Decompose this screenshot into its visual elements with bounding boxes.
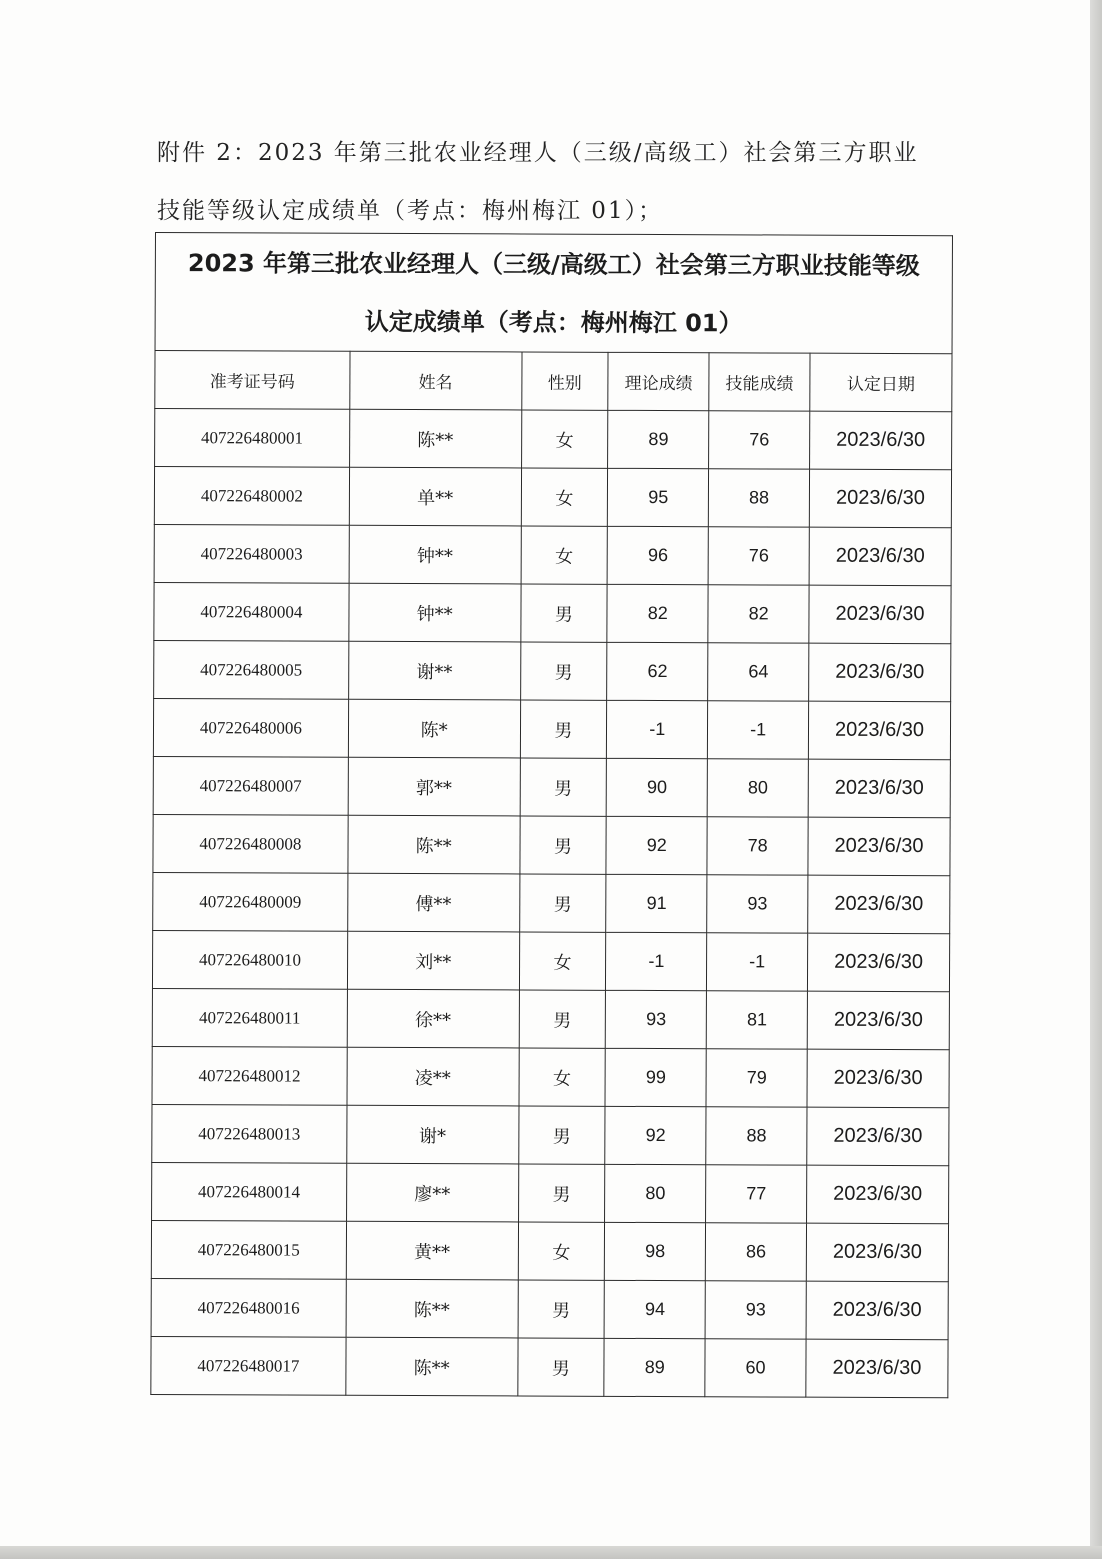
table-row [152, 988, 949, 1049]
cell-gender: 男 [520, 584, 607, 642]
cell-skill-score: 93 [707, 875, 808, 933]
cell-date: 2023/6/30 [806, 1223, 948, 1282]
cell-gender: 女 [521, 526, 608, 584]
cell-name: 谢** [348, 641, 520, 700]
cell-theory-score: 80 [605, 1164, 706, 1222]
header-name: 姓名 [350, 351, 522, 410]
cell-gender: 女 [519, 1048, 606, 1106]
cell-name: 郭** [348, 757, 520, 816]
table-title-line-1: 2023 年第三批农业经理人（三级/高级工）社会第三方职业技能等级 [187, 248, 920, 280]
table-row [154, 524, 951, 585]
cell-gender: 男 [520, 758, 607, 816]
table-row [153, 698, 950, 759]
cell-name: 黄** [346, 1221, 518, 1280]
cell-date: 2023/6/30 [808, 759, 950, 818]
cell-theory-score: -1 [606, 932, 707, 990]
table-row [153, 872, 950, 933]
cell-gender: 男 [520, 700, 607, 758]
scan-edge-right [1090, 0, 1102, 1559]
cell-theory-score: 89 [608, 410, 709, 468]
cell-gender: 女 [519, 932, 606, 990]
table-row [152, 930, 949, 991]
header-date: 认定日期 [810, 353, 952, 412]
cell-theory-score: 99 [605, 1048, 706, 1106]
cell-name: 陈** [346, 1279, 518, 1338]
table-row [154, 467, 951, 528]
cell-exam-id: 407226480010 [152, 930, 347, 989]
cell-skill-score: 88 [706, 1107, 807, 1165]
cell-date: 2023/6/30 [810, 411, 952, 470]
cell-exam-id: 407226480004 [154, 582, 349, 641]
cell-theory-score: 94 [604, 1280, 705, 1338]
cell-gender: 男 [518, 1164, 605, 1222]
cell-gender: 男 [517, 1338, 604, 1396]
cell-name: 陈** [348, 815, 520, 874]
cell-gender: 男 [518, 1280, 605, 1338]
cell-name: 徐** [347, 989, 519, 1048]
cell-exam-id: 407226480008 [153, 814, 348, 873]
cell-skill-score: 77 [706, 1165, 807, 1223]
cell-date: 2023/6/30 [809, 469, 951, 528]
cell-skill-score: 78 [707, 817, 808, 875]
cell-date: 2023/6/30 [807, 1049, 949, 1108]
cell-exam-id: 407226480011 [152, 988, 347, 1047]
table-row [153, 756, 950, 817]
cell-skill-score: 60 [705, 1339, 806, 1397]
cell-gender: 男 [519, 874, 606, 932]
cell-date: 2023/6/30 [808, 817, 950, 876]
cell-exam-id: 407226480017 [151, 1336, 346, 1395]
header-theory-score: 理论成绩 [608, 352, 709, 410]
cell-date: 2023/6/30 [808, 933, 950, 992]
cell-skill-score: -1 [708, 701, 809, 759]
cell-gender: 女 [518, 1222, 605, 1280]
cell-gender: 女 [521, 410, 608, 468]
cell-exam-id: 407226480005 [154, 640, 349, 699]
cell-date: 2023/6/30 [809, 585, 951, 644]
scan-edge-bottom [0, 1546, 1102, 1559]
cell-date: 2023/6/30 [808, 875, 950, 934]
cell-skill-score: -1 [707, 933, 808, 991]
cell-date: 2023/6/30 [807, 1165, 949, 1224]
table-row [151, 1278, 948, 1339]
table-row [152, 1046, 949, 1107]
cell-exam-id: 407226480014 [152, 1162, 347, 1221]
caption-line-1: 附件 2：2023 年第三批农业经理人（三级/高级工）社会第三方职业 [157, 140, 919, 166]
table-row [152, 1162, 949, 1223]
cell-name: 单** [349, 467, 521, 526]
cell-date: 2023/6/30 [809, 527, 951, 586]
cell-skill-score: 88 [709, 469, 810, 527]
cell-gender: 女 [521, 468, 608, 526]
cell-theory-score: 91 [606, 874, 707, 932]
cell-skill-score: 79 [706, 1049, 807, 1107]
cell-theory-score: -1 [607, 700, 708, 758]
table-title-line-2: 认定成绩单（考点：梅州梅江 01） [364, 307, 743, 337]
cell-gender: 男 [520, 642, 607, 700]
cell-exam-id: 407226480006 [153, 698, 348, 757]
table-row [155, 409, 952, 470]
cell-date: 2023/6/30 [807, 1107, 949, 1166]
caption-line-2: 技能等级认定成绩单（考点：梅州梅江 01）； [157, 198, 664, 224]
cell-theory-score: 92 [605, 1106, 706, 1164]
table-row [152, 1104, 949, 1165]
table-row [154, 640, 951, 701]
cell-name: 谢* [347, 1105, 519, 1164]
cell-exam-id: 407226480001 [155, 409, 350, 468]
cell-name: 廖** [346, 1163, 518, 1222]
cell-name: 钟** [349, 525, 521, 584]
cell-exam-id: 407226480009 [153, 872, 348, 931]
cell-skill-score: 81 [706, 991, 807, 1049]
cell-skill-score: 76 [708, 527, 809, 585]
cell-theory-score: 92 [606, 816, 707, 874]
cell-date: 2023/6/30 [809, 643, 951, 702]
cell-name: 陈* [348, 699, 520, 758]
cell-gender: 男 [518, 1106, 605, 1164]
cell-gender: 男 [519, 990, 606, 1048]
cell-gender: 男 [519, 816, 606, 874]
cell-theory-score: 98 [605, 1222, 706, 1280]
cell-skill-score: 93 [705, 1281, 806, 1339]
cell-skill-score: 80 [707, 759, 808, 817]
table-row [153, 814, 950, 875]
cell-theory-score: 82 [607, 584, 708, 642]
cell-exam-id: 407226480016 [151, 1278, 346, 1337]
cell-theory-score: 90 [607, 758, 708, 816]
cell-skill-score: 76 [709, 411, 810, 469]
cell-date: 2023/6/30 [806, 1281, 948, 1340]
cell-name: 刘** [347, 931, 519, 990]
cell-theory-score: 95 [608, 468, 709, 526]
cell-name: 钟** [349, 583, 521, 642]
header-skill-score: 技能成绩 [709, 353, 810, 411]
header-gender: 性别 [521, 352, 608, 410]
cell-date: 2023/6/30 [807, 991, 949, 1050]
header-exam-id: 准考证号码 [155, 351, 350, 410]
cell-theory-score: 96 [607, 526, 708, 584]
table-row [151, 1336, 948, 1397]
cell-theory-score: 93 [606, 990, 707, 1048]
cell-name: 凌** [347, 1047, 519, 1106]
score-table [150, 232, 953, 1398]
table-title [155, 233, 952, 354]
cell-exam-id: 407226480015 [151, 1220, 346, 1279]
table-row [154, 582, 951, 643]
cell-exam-id: 407226480013 [152, 1104, 347, 1163]
cell-exam-id: 407226480002 [154, 467, 349, 526]
cell-skill-score: 64 [708, 643, 809, 701]
cell-date: 2023/6/30 [806, 1339, 948, 1398]
table-header-row [155, 351, 952, 412]
attachment-caption [157, 124, 957, 240]
cell-name: 傅** [348, 873, 520, 932]
cell-theory-score: 62 [607, 642, 708, 700]
cell-skill-score: 82 [708, 585, 809, 643]
cell-date: 2023/6/30 [808, 701, 950, 760]
cell-name: 陈** [346, 1337, 518, 1396]
cell-exam-id: 407226480007 [153, 756, 348, 815]
cell-name: 陈** [349, 409, 521, 468]
cell-exam-id: 407226480012 [152, 1046, 347, 1105]
cell-theory-score: 89 [604, 1338, 705, 1396]
cell-exam-id: 407226480003 [154, 524, 349, 583]
table-row [151, 1220, 948, 1281]
cell-skill-score: 86 [706, 1223, 807, 1281]
